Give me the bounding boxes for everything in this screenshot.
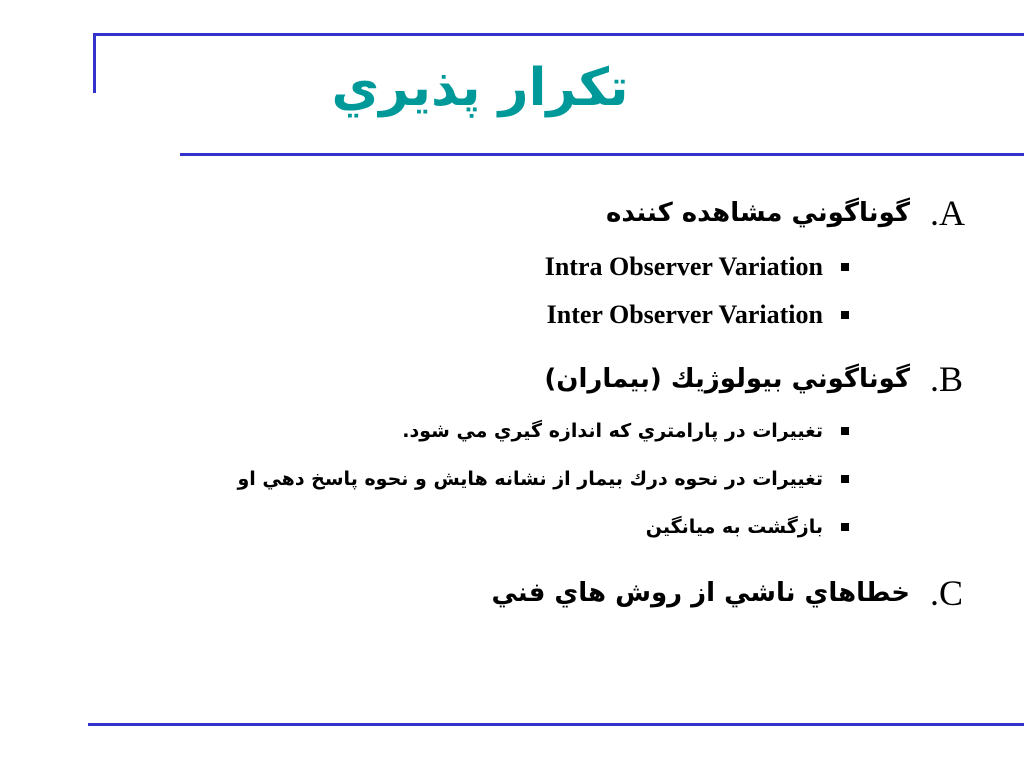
- bottom-rule: [88, 723, 1024, 726]
- section-a-item-2: [547, 300, 869, 330]
- square-bullet-icon: [841, 263, 849, 271]
- section-b-title: گوناگوني بيولوژيك (بيماران): [544, 364, 910, 394]
- square-bullet-icon: [841, 475, 849, 483]
- section-c-title: خطاهاي ناشي از روش هاي فني: [491, 578, 910, 608]
- square-bullet-icon: [841, 523, 849, 531]
- section-b-item-2-text: تغييرات در نحوه درك بيمار از نشانه هايش و نحوه پاسخ دهي او: [237, 468, 823, 490]
- section-b-item-3: [646, 516, 869, 538]
- frame-top-rule: [93, 33, 1024, 36]
- title-underline-rule: [180, 153, 1024, 156]
- section-b-item-1: [402, 420, 869, 442]
- section-c-heading: [491, 572, 972, 614]
- section-a-item-1-text: Intra Observer Variation: [544, 252, 823, 281]
- section-a-marker: .A: [930, 193, 965, 233]
- square-bullet-icon: [841, 427, 849, 435]
- section-a-item-2-text: Inter Observer Variation: [546, 300, 823, 329]
- section-b-heading: [544, 358, 972, 400]
- square-bullet-icon: [841, 311, 849, 319]
- section-b-item-2: [237, 468, 869, 490]
- section-b-marker: .B: [930, 359, 964, 399]
- frame-left-rule: [93, 33, 96, 93]
- slide-title: تكرار پذيري: [331, 58, 629, 118]
- section-c-marker: .C: [930, 573, 964, 613]
- section-a-item-1: [545, 252, 869, 282]
- section-b-item-3-text: بازگشت به ميانگين: [645, 516, 823, 538]
- section-a-heading: [606, 192, 972, 234]
- section-a-title: گوناگوني مشاهده كننده: [606, 198, 910, 228]
- section-b-item-1-text: تغييرات در پارامتري كه اندازه گيري مي شود.: [402, 420, 823, 442]
